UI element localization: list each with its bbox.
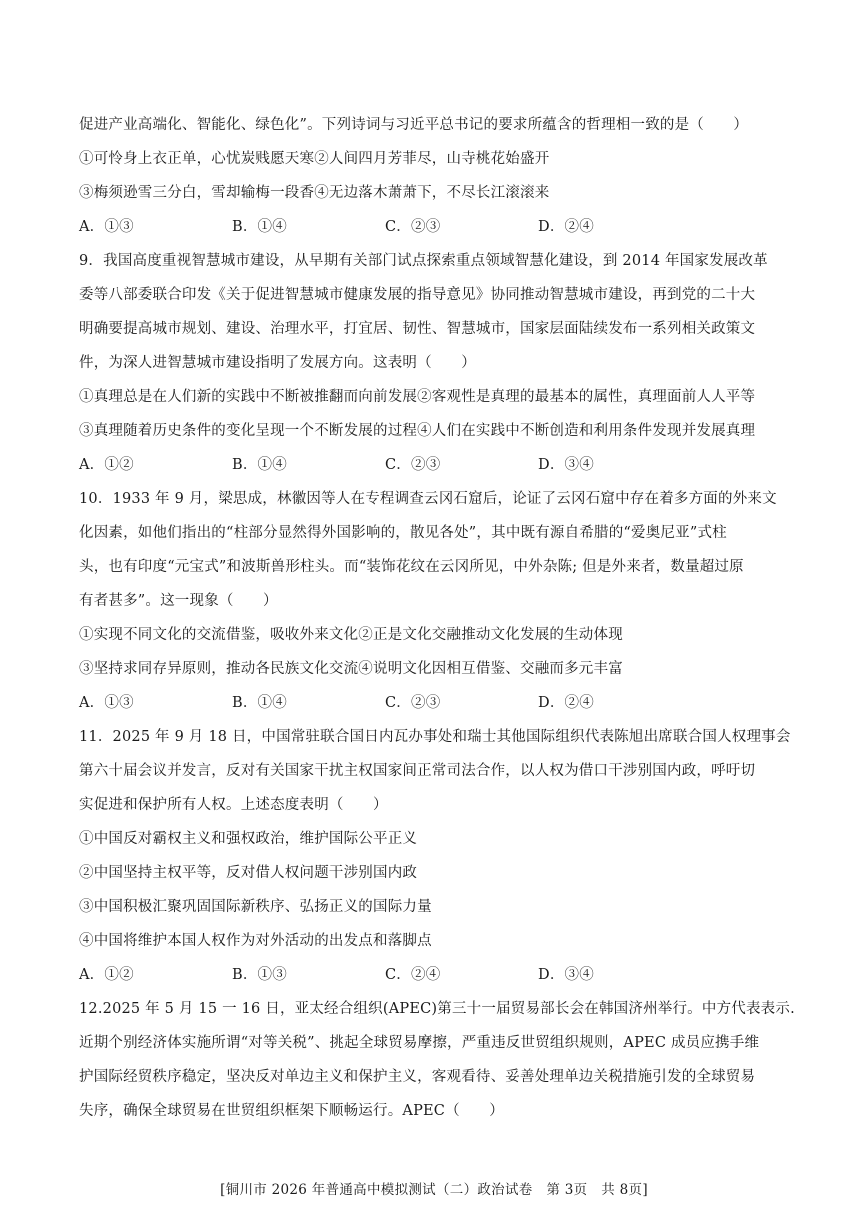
page-footer: [铜川市 2026 年普通高中模拟测试（二）政治试卷 第 3页 共 8页] bbox=[220, 1182, 648, 1198]
choice-d: D．③④ bbox=[538, 457, 594, 473]
q10-choices bbox=[79, 686, 797, 720]
choice-d: D．②④ bbox=[538, 695, 594, 711]
choice-c: C．②③ bbox=[385, 695, 441, 711]
q11-option-3: ③中国积极汇聚巩固国际新秩序、弘扬正义的国际力量 bbox=[79, 899, 432, 915]
q11-stem-line: 第六十届会议并发言，反对有关国家干扰主权国家间正常司法合作，以人权为借口干涉别国内政，呼吁切 bbox=[79, 763, 756, 779]
question-content bbox=[79, 108, 797, 1128]
choice-c: C．②③ bbox=[385, 457, 441, 473]
q11-choices bbox=[79, 958, 797, 992]
choice-a: A．①③ bbox=[79, 695, 134, 711]
q11-option-4: ④中国将维护本国人权作为对外活动的出发点和落脚点 bbox=[79, 933, 432, 949]
choice-a: A．①② bbox=[79, 457, 134, 473]
q8-choices bbox=[79, 210, 797, 244]
q11-stem-line: 实促进和保护所有人权。上述态度表明（ ） bbox=[79, 797, 388, 813]
choice-b: B．①④ bbox=[232, 695, 287, 711]
q9-options-1-2: ①真理总是在人们新的实践中不断被推翻而向前发展②客观性是真理的最基本的属性，真理面前人人平等 bbox=[79, 389, 756, 405]
q10-stem-line: 头，也有印度“元宝式”和波斯兽形柱头。而“装饰花纹在云冈所见，中外杂陈; 但是外来者，数量超过原 bbox=[79, 559, 744, 575]
q10-options-3-4: ③坚持求同存异原则，推动各民族文化交流④说明文化因相互借鉴、交融而多元丰富 bbox=[79, 661, 623, 677]
q12-stem-line: 近期个别经济体实施所谓“对等关税”、挑起全球贸易摩擦，严重违反世贸组织规则，APEC 成员应携手维 bbox=[79, 1035, 760, 1051]
choice-b: B．①③ bbox=[232, 967, 287, 983]
q12-stem-line: 失序，确保全球贸易在世贸组织框架下顺畅运行。APEC（ ） bbox=[79, 1103, 504, 1119]
q9-stem-line: 件，为深人进智慧城市建设指明了发展方向。这表明（ ） bbox=[79, 355, 476, 371]
choice-a: A．①③ bbox=[79, 219, 134, 235]
q12-stem-line: 护国际经贸秩序稳定，坚决反对单边主义和保护主义，客观看待、妥善处理单边关税措施引发的全球贸易 bbox=[79, 1069, 756, 1085]
q10-stem-line: 化因素，如他们指出的“柱部分显然得外国影响的，散见各处”，其中既有源自希腊的“爱奥尼亚”式柱 bbox=[79, 525, 727, 541]
q10-stem-line: 有者甚多”。这一现象（ ） bbox=[79, 593, 278, 609]
q8-stem-line: 促进产业高端化、智能化、绿色化”。下列诗词与习近平总书记的要求所蕴含的哲理相一致的是（ ） bbox=[79, 117, 749, 133]
q10-options-1-2: ①实现不同文化的交流借鉴，吸收外来文化②正是文化交融推动文化发展的生动体现 bbox=[79, 627, 623, 643]
choice-b: B．①④ bbox=[232, 219, 287, 235]
q9-stem-line: 委等八部委联合印发《关于促进智慧城市健康发展的指导意见》协同推动智慧城市建设，再到党的二十大 bbox=[79, 287, 756, 303]
choice-b: B．①④ bbox=[232, 457, 287, 473]
q9-stem-line: 明确要提高城市规划、建设、治理水平，打宜居、韧性、智慧城市，国家层面陆续发布一系列相关政策文 bbox=[79, 321, 756, 337]
choice-c: C．②③ bbox=[385, 219, 441, 235]
q11-option-2: ②中国坚持主权平等，反对借人权问题干涉别国内政 bbox=[79, 865, 418, 881]
q9-choices bbox=[79, 448, 797, 482]
q11-stem-line: 11．2025 年 9 月 18 日，中国常驻联合国日内瓦办事处和瑞士其他国际组织代表陈旭出席联合国人权理事会 bbox=[79, 729, 791, 745]
q8-options-1-2: ①可怜身上衣正单，心忧炭贱愿天寒②人间四月芳菲尽，山寺桃花始盛开 bbox=[79, 151, 550, 167]
choice-d: D．③④ bbox=[538, 967, 594, 983]
choice-d: D．②④ bbox=[538, 219, 594, 235]
q9-stem-line: 9．我国高度重视智慧城市建设，从早期有关部门试点探索重点领域智慧化建设，到 2014 年国家发展改革 bbox=[79, 253, 768, 269]
q10-stem-line: 10．1933 年 9 月，梁思成，林徽因等人在专程调查云冈石窟后，论证了云冈石窟中存在着多方面的外来文 bbox=[79, 491, 777, 507]
choice-c: C．②④ bbox=[385, 967, 441, 983]
q12-stem-line: 12.2025 年 5 月 15 一 16 日，亚太经合组织(APEC)第三十一届贸易部长会在韩国济州举行。中方代表表示. bbox=[79, 1001, 795, 1017]
q8-options-3-4: ③梅须逊雪三分白，雪却输梅一段香④无边落木萧萧下，不尽长江滚滚来 bbox=[79, 185, 550, 201]
q11-option-1: ①中国反对霸权主义和强权政治，维护国际公平正义 bbox=[79, 831, 418, 847]
choice-a: A．①② bbox=[79, 967, 134, 983]
q9-options-3-4: ③真理随着历史条件的变化呈现一个不断发展的过程④人们在实践中不断创造和利用条件发现并发展真理 bbox=[79, 423, 756, 439]
